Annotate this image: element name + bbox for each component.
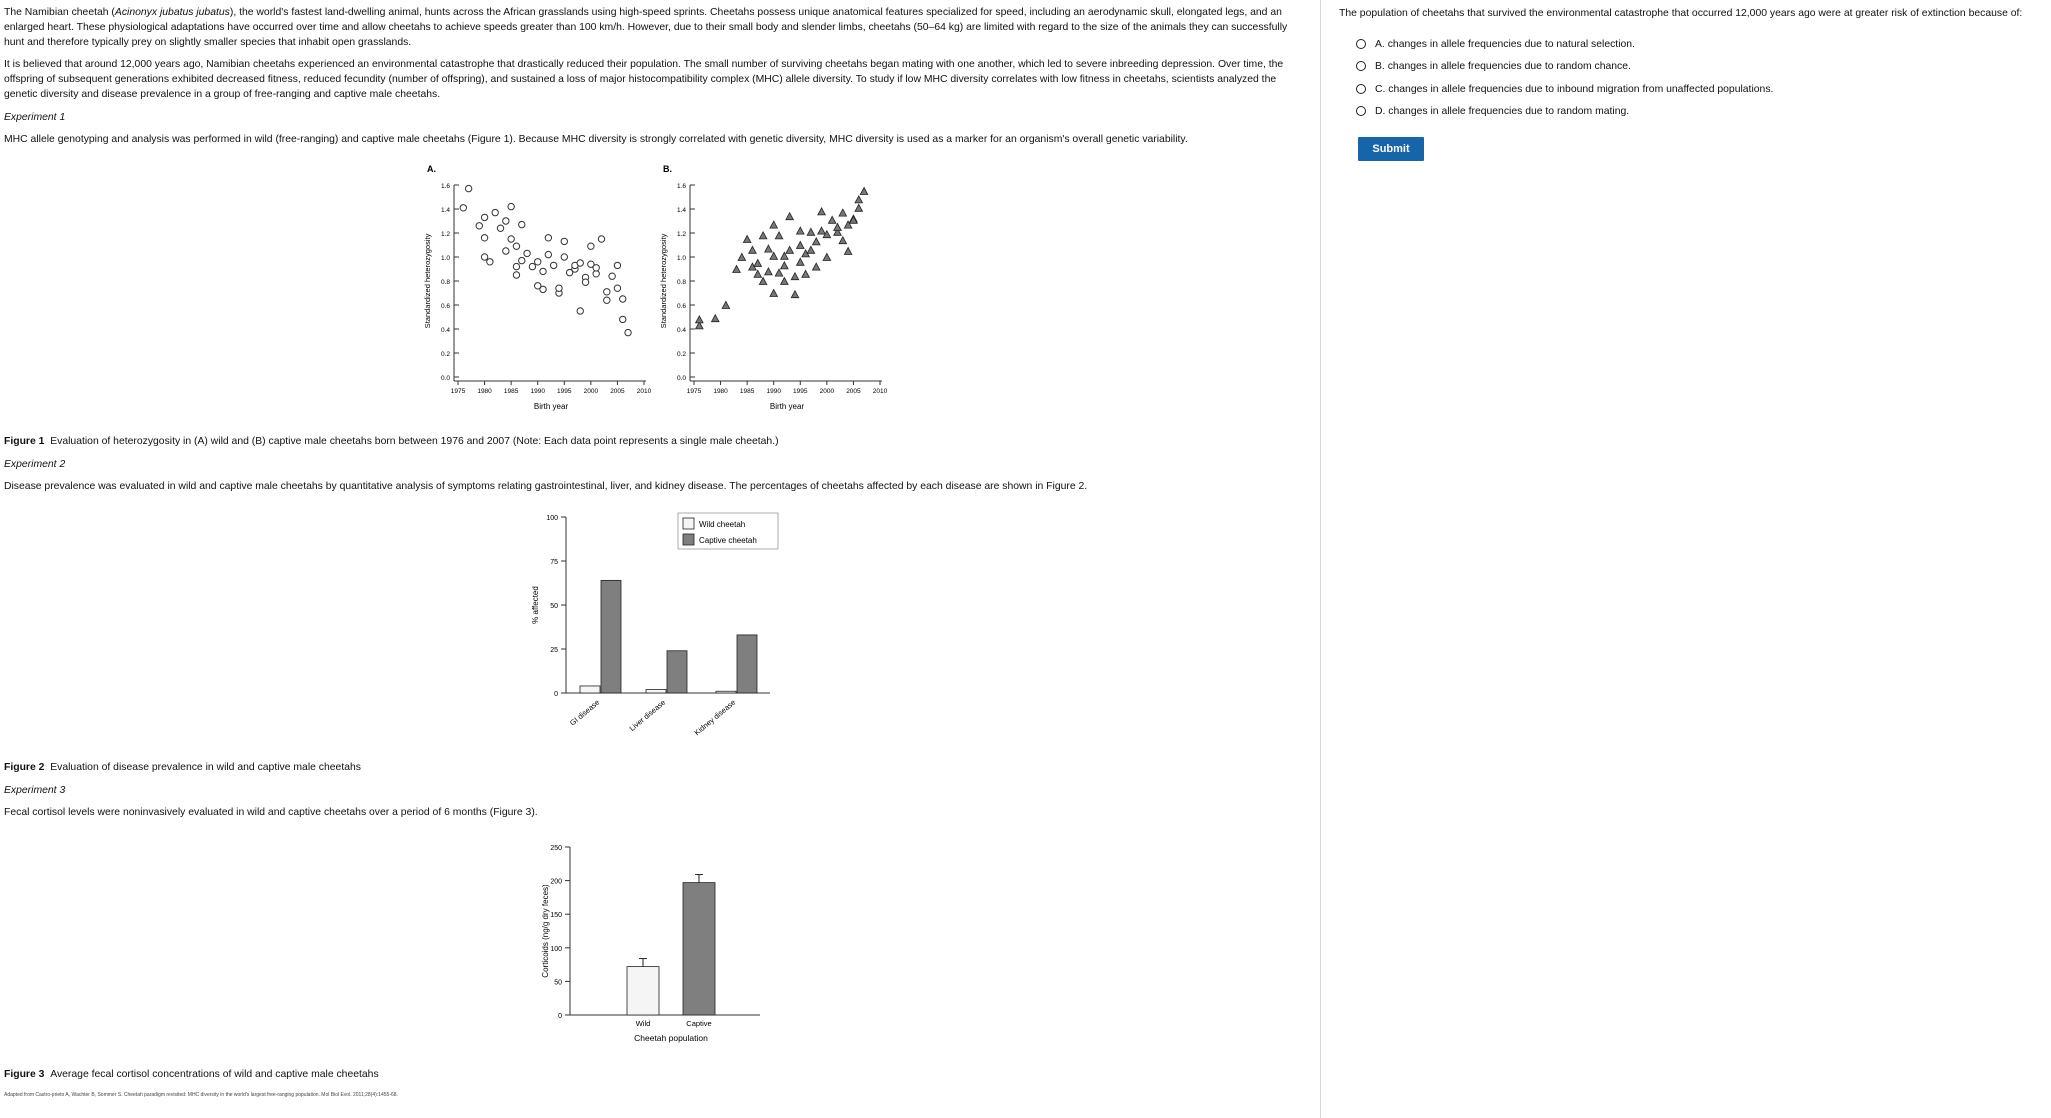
figure-3-caption <box>4 1068 379 1082</box>
fig1-a-data-point <box>577 308 583 314</box>
fig1-a-data-point <box>487 259 493 265</box>
fig1-b-data-point <box>860 188 868 195</box>
figure-3 <box>530 835 780 1055</box>
fig2-bar-wild <box>580 686 600 693</box>
fig1-a-data-point <box>529 263 535 269</box>
fig1-a-x-tick-label: 2000 <box>583 388 599 395</box>
fig1-b-data-point <box>759 278 767 285</box>
submit-button[interactable]: Submit <box>1358 137 1424 161</box>
fig1-a-y-axis-label: Standardized heterozygosity <box>423 233 432 329</box>
choice-d[interactable] <box>1356 103 1629 119</box>
fig1-a-panel-label: A. <box>427 164 436 174</box>
fig1-b-y-tick-label: 0.4 <box>676 327 686 334</box>
fig1-a-data-point <box>604 289 610 295</box>
fig1-a-data-point <box>460 205 466 211</box>
fig3-x-axis-label: Cheetah population <box>634 1033 708 1043</box>
fig1-b-data-point <box>722 302 730 309</box>
fig1-a-data-point <box>513 243 519 249</box>
fig1-b-data-point <box>733 266 741 273</box>
fig1-a-data-point <box>535 259 541 265</box>
fig1-b-panel-label: B. <box>663 164 672 174</box>
fig1-b-data-point <box>839 237 847 244</box>
fig1-a-data-point <box>588 243 594 249</box>
fig1-b-data-point <box>828 216 836 223</box>
fig1-a-data-point <box>481 235 487 241</box>
fig1-a-data-point <box>545 235 551 241</box>
figure-1-caption <box>4 435 779 449</box>
fig1-a-data-point <box>593 271 599 277</box>
fig1-b-data-point <box>786 246 794 253</box>
figure-2-caption <box>4 761 361 775</box>
fig1-a-data-point <box>524 250 530 256</box>
fig1-a-x-tick-label: 1985 <box>503 388 519 395</box>
fig2-bar-captive <box>601 580 621 693</box>
experiment-2-text: Disease prevalence was evaluated in wild and captive male cheetahs by quantitative analysis of symptoms relating gastrointestinal, liver, and kidney disease. The percentages of cheetahs affected by each disease are shown in Figure 2. <box>4 481 1088 492</box>
fig1-a-data-point <box>614 262 620 268</box>
fig1-b-data-point <box>797 258 805 265</box>
fig1-b-data-point <box>765 268 773 275</box>
choice-d-text: changes in allele frequencies due to random mating. <box>1388 105 1630 117</box>
fig1-b-data-point <box>759 232 767 239</box>
fig1-b-data-point <box>791 273 799 280</box>
experiment-1-heading: Experiment 1 <box>4 112 66 123</box>
figure-1-panel-a <box>423 164 652 411</box>
fig3-bar-captive <box>683 883 715 1015</box>
fig1-a-data-point <box>508 236 514 242</box>
fig3-x-tick-label: Wild <box>635 1019 651 1028</box>
fig1-a-data-point <box>556 285 562 291</box>
fig1-b-y-tick-label: 0.0 <box>676 375 686 382</box>
fig2-legend-swatch <box>683 518 694 529</box>
question-stem: The population of cheetahs that survived the environmental catastrophe that occurred 12,000 years ago were at greater risk of extinction because of: <box>1339 8 2023 19</box>
fig2-legend-label: Captive cheetah <box>699 536 757 545</box>
figure-2-chart <box>531 513 778 737</box>
fig1-b-data-point <box>812 238 820 245</box>
fig1-a-data-point <box>476 223 482 229</box>
experiment-2-heading: Experiment 2 <box>4 459 66 470</box>
passage-paragraph-2: It is believed that around 12,000 years ago, Namibian cheetahs experienced an environmental catastrophe that drastically reduced their population. The small number of surviving cheetahs began mating with one another, which led to severe inbreeding depression. Over time, the offspring of subsequent generations exhibited decreased fitness, reduced fecundity (number of offspring), and sustained a loss of major histocompatibility complex (MHC) allele diversity. To study if low MHC diversity correlates with low fitness in cheetahs, scientists analyzed the genetic diversity and disease prevalence in a group of free-ranging and captive male cheetahs. <box>4 59 1284 100</box>
figure-2-label: Figure 2 <box>4 762 45 773</box>
fig1-b-x-tick-label: 1980 <box>713 388 728 395</box>
fig1-b-y-tick-label: 1.6 <box>676 183 686 190</box>
fig1-b-data-point <box>818 208 826 215</box>
fig1-a-data-point <box>508 203 514 209</box>
figure-1-panel-b <box>659 164 888 411</box>
fig2-y-tick-label: 75 <box>550 559 558 566</box>
passage-paragraph-1 <box>4 5 1304 50</box>
fig1-b-data-point <box>844 248 852 255</box>
fig1-b-x-tick-label: 2005 <box>846 388 861 395</box>
fig1-a-data-point <box>503 248 509 254</box>
fig1-b-data-point <box>797 227 805 234</box>
choice-a-letter: A. <box>1375 38 1385 50</box>
fig2-y-tick-label: 25 <box>550 647 558 654</box>
fig1-b-data-point <box>696 316 704 323</box>
fig1-a-y-tick-label: 1.6 <box>440 183 450 190</box>
fig1-b-data-point <box>791 291 799 298</box>
fig1-a-data-point <box>561 254 567 260</box>
choice-b-text: changes in allele frequencies due to random chance. <box>1387 60 1631 72</box>
fig2-legend-swatch <box>683 534 694 545</box>
fig3-bar-wild <box>627 967 659 1015</box>
fig1-b-data-point <box>738 254 746 261</box>
fig1-b-y-tick-label: 1.2 <box>676 231 686 238</box>
fig1-a-data-point <box>614 285 620 291</box>
fig2-y-tick-label: 50 <box>550 603 558 610</box>
fig1-a-data-point <box>604 297 610 303</box>
radio-a-icon[interactable] <box>1356 39 1366 49</box>
choice-b-letter: B. <box>1375 60 1385 72</box>
p1-post: ), the world's fastest land-dwelling animal, hunts across the African grasslands using high-speed sprints. Cheetahs possess unique anatomical features specialized for speed, including an aerodynamic skull, elongated legs, and an enlarged heart. These physiological adaptations have occurred over time and allow cheetahs to achieve speeds greater than 100 km/h. However, due to their small body and slender limbs, cheetahs (50–64 kg) are limited with regard to the size of the animals they can successfully hunt and therefore typically prey on slightly smaller species that inhabit open grasslands. <box>4 7 1288 48</box>
fig1-b-data-point <box>855 196 863 203</box>
fig3-y-tick-label: 250 <box>550 845 562 852</box>
fig1-a-data-point <box>545 251 551 257</box>
species-name: Acinonyx jubatus jubatus <box>114 7 230 18</box>
fig1-b-y-tick-label: 1.0 <box>676 255 686 262</box>
fig1-b-data-point <box>775 232 783 239</box>
fig1-b-data-point <box>770 221 778 228</box>
fig1-a-data-point <box>481 214 487 220</box>
figure-2 <box>520 505 820 755</box>
fig1-a-data-point <box>609 273 615 279</box>
fig1-b-data-point <box>802 270 810 277</box>
fig1-a-y-tick-label: 0.8 <box>440 279 450 286</box>
fig1-a-data-point <box>519 257 525 263</box>
choice-b[interactable] <box>1356 58 1631 74</box>
fig2-bar-captive <box>667 651 687 693</box>
fig1-b-data-point <box>855 204 863 211</box>
experiment-3-text: Fecal cortisol levels were noninvasively evaluated in wild and captive cheetahs over a period of 6 months (Figure 3). <box>4 807 538 818</box>
figure-2-caption-text: Evaluation of disease prevalence in wild and captive male cheetahs <box>50 762 361 773</box>
choice-d-letter: D. <box>1375 105 1386 117</box>
radio-b-icon[interactable] <box>1356 61 1366 71</box>
fig3-y-tick-label: 200 <box>550 878 562 886</box>
fig1-a-data-point <box>513 272 519 278</box>
fig2-y-axis-label: % affected <box>531 586 540 624</box>
fig2-bar-wild <box>716 691 736 693</box>
fig1-b-data-point <box>834 224 842 231</box>
fig1-a-x-tick-label: 2010 <box>636 388 652 395</box>
fig1-b-data-point <box>823 254 831 261</box>
fig1-b-data-point <box>749 246 757 253</box>
fig1-a-y-tick-label: 0.2 <box>440 351 450 358</box>
fig1-a-data-point <box>481 254 487 260</box>
fig3-y-tick-label: 100 <box>550 945 562 953</box>
fig1-a-data-point <box>513 263 519 269</box>
fig1-a-data-point <box>550 262 556 268</box>
fig1-a-data-point <box>598 236 604 242</box>
fig1-b-x-tick-label: 1985 <box>739 388 755 395</box>
fig1-b-y-tick-label: 0.6 <box>676 303 686 310</box>
fig1-b-data-point <box>743 236 751 243</box>
fig1-b-data-point <box>807 246 815 253</box>
fig1-a-data-point <box>503 218 509 224</box>
fig1-b-data-point <box>812 263 820 270</box>
fig1-b-x-tick-label: 1995 <box>793 388 808 395</box>
fig1-b-data-point <box>770 290 778 297</box>
fig1-a-x-axis-label: Birth year <box>533 402 569 411</box>
question-pane <box>1321 0 2051 1118</box>
fig2-legend-label: Wild cheetah <box>699 520 746 529</box>
figure-1-caption-text: Evaluation of heterozygosity in (A) wild and (B) captive male cheetahs born between 1976 and 2007 (Note: Each data point represents a single male cheetah.) <box>50 436 779 447</box>
radio-d-icon[interactable] <box>1356 106 1366 116</box>
fig1-b-x-tick-label: 1975 <box>686 388 702 395</box>
fig1-b-data-point <box>754 270 762 277</box>
fig1-b-y-tick-label: 1.4 <box>676 207 686 214</box>
fig1-b-data-point <box>775 269 783 276</box>
fig1-b-data-point <box>781 262 789 269</box>
fig2-x-tick-label: Liver disease <box>627 697 668 733</box>
fig3-y-tick-label: 0 <box>558 1013 562 1020</box>
fig1-b-data-point <box>781 278 789 285</box>
fig2-y-tick-label: 100 <box>546 515 558 522</box>
figure-1-label: Figure 1 <box>4 436 45 447</box>
fig1-a-data-point <box>540 268 546 274</box>
fig3-y-tick-label: 50 <box>554 979 562 987</box>
fig1-a-y-tick-label: 1.0 <box>440 255 450 262</box>
fig1-a-data-point <box>625 329 631 335</box>
fig1-a-x-tick-label: 1975 <box>450 388 466 395</box>
fig1-a-data-point <box>492 209 498 215</box>
fig1-a-x-tick-label: 1995 <box>557 388 572 395</box>
citation: Adapted from Castro-prieto A, Wachter B, Sommer S. Cheetah paradigm revisited: MHC diversity in the world's largest free-ranging population. Mol Biol Evol. 2011;28(4):1455-68. <box>4 1092 398 1098</box>
choice-a-text: changes in allele frequencies due to natural selection. <box>1387 38 1635 50</box>
fig1-b-x-tick-label: 1990 <box>766 388 781 395</box>
fig2-bar-wild <box>646 689 666 693</box>
fig1-a-data-point <box>582 279 588 285</box>
fig1-a-data-point <box>593 265 599 271</box>
fig1-b-data-point <box>712 315 720 322</box>
fig1-a-x-tick-label: 1990 <box>530 388 545 395</box>
fig3-x-tick-label: Captive <box>686 1019 712 1028</box>
experiment-3-heading: Experiment 3 <box>4 785 66 796</box>
fig2-x-tick-label: GI disease <box>568 697 602 728</box>
fig1-b-x-tick-label: 2010 <box>872 388 888 395</box>
fig1-a-data-point <box>620 296 626 302</box>
fig2-x-tick-label: Kidney disease <box>692 697 738 738</box>
fig1-b-data-point <box>818 227 826 234</box>
choice-c[interactable] <box>1356 81 1773 97</box>
fig1-b-x-tick-label: 2000 <box>819 388 835 395</box>
fig1-a-x-tick-label: 1980 <box>477 388 492 395</box>
fig1-b-data-point <box>839 209 847 216</box>
choice-a[interactable] <box>1356 36 1635 52</box>
choice-c-text: changes in allele frequencies due to inbound migration from unaffected populations. <box>1388 83 1774 95</box>
fig1-b-data-point <box>770 252 778 259</box>
fig1-b-x-axis-label: Birth year <box>769 402 805 411</box>
fig1-a-x-tick-label: 2005 <box>610 388 625 395</box>
fig1-a-data-point <box>519 221 525 227</box>
choice-c-letter: C. <box>1375 83 1386 95</box>
fig1-a-y-tick-label: 0.6 <box>440 303 450 310</box>
fig2-y-tick-label: 0 <box>554 691 558 698</box>
fig1-a-data-point <box>497 225 503 231</box>
fig1-b-data-point <box>807 228 815 235</box>
fig3-y-axis-label: Corticoids (ng/g dry feces) <box>541 884 550 978</box>
fig1-a-data-point <box>465 185 471 191</box>
figure-3-caption-text: Average fecal cortisol concentrations of wild and captive male cheetahs <box>50 1069 379 1080</box>
fig1-b-data-point <box>754 260 762 267</box>
figure-1 <box>400 160 920 420</box>
fig1-b-y-tick-label: 0.8 <box>676 279 686 286</box>
fig1-a-y-tick-label: 0.4 <box>440 327 450 334</box>
radio-c-icon[interactable] <box>1356 84 1366 94</box>
p1-pre: The Namibian cheetah ( <box>4 7 115 18</box>
fig1-a-data-point <box>620 316 626 322</box>
fig1-b-y-tick-label: 0.2 <box>676 351 686 358</box>
fig1-a-y-tick-label: 1.4 <box>440 207 450 214</box>
fig2-bar-captive <box>737 635 757 693</box>
figure-3-label: Figure 3 <box>4 1069 45 1080</box>
fig1-a-y-tick-label: 0.0 <box>440 375 450 382</box>
fig1-b-data-point <box>765 245 773 252</box>
experiment-1-text: MHC allele genotyping and analysis was performed in wild (free-ranging) and captive male cheetahs (Figure 1). Because MHC diversity is strongly correlated with genetic diversity, MHC diversity is used as a marker for an organism's overall genetic variability. <box>4 134 1188 145</box>
fig1-a-y-tick-label: 1.2 <box>440 231 450 238</box>
fig1-a-data-point <box>577 260 583 266</box>
fig1-b-y-axis-label: Standardized heterozygosity <box>659 233 668 329</box>
fig1-b-data-point <box>786 213 794 220</box>
fig1-b-data-point <box>797 242 805 249</box>
fig1-a-data-point <box>540 286 546 292</box>
fig1-a-data-point <box>561 238 567 244</box>
figure-3-chart <box>541 845 760 1043</box>
fig3-y-tick-label: 150 <box>550 912 562 920</box>
